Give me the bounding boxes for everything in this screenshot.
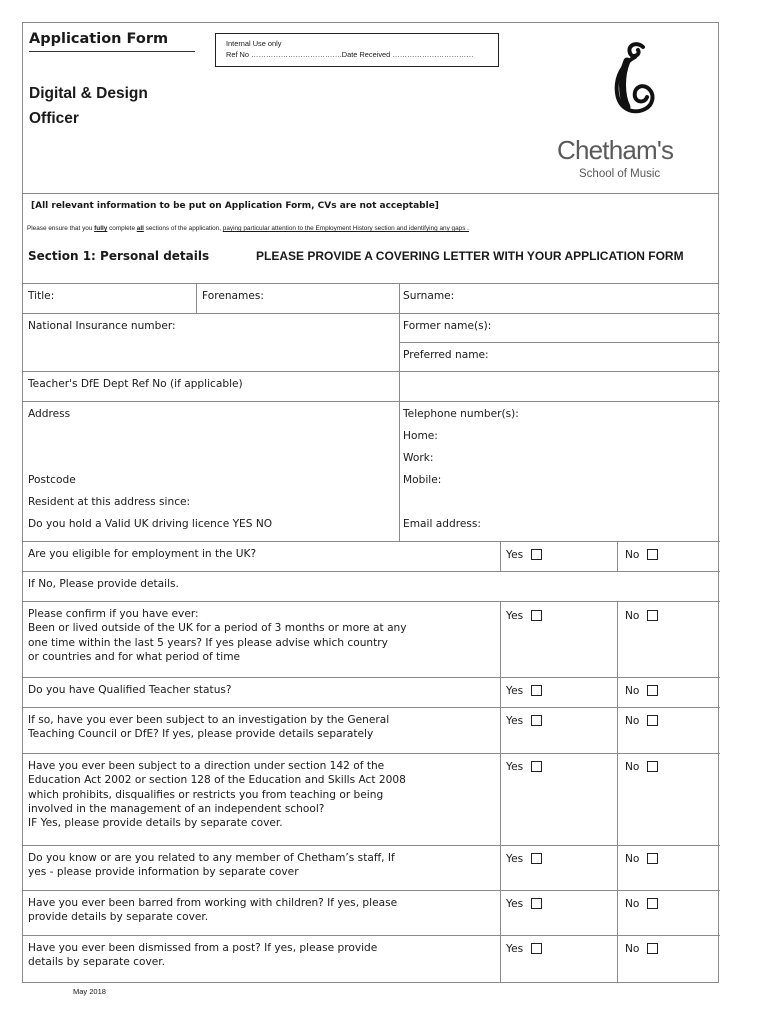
preferred-name-label: Preferred name:: [403, 349, 489, 361]
form-header: [23, 23, 718, 194]
chethams-logo: [557, 41, 707, 180]
role-title-line2: Officer: [29, 110, 79, 127]
instruction-cv-note: [All relevant information to be put on Application Form, CVs are not acceptable]: [31, 201, 439, 211]
question-line: Education Act 2002 or section 128 of the Education and Skills Act 2008: [28, 774, 406, 787]
surname-label: Surname:: [403, 290, 455, 302]
question-line: Do you know or are you related to any member of Chetham’s staff, If: [28, 852, 395, 864]
q3-yes-option[interactable]: [506, 685, 542, 697]
q3-yes-checkbox[interactable]: [531, 685, 542, 696]
driving-licence-label: Do you hold a Valid UK driving licence YES NO: [28, 518, 273, 530]
q6-yes-checkbox[interactable]: [531, 853, 542, 864]
section1-title: Section 1: Personal details: [28, 249, 210, 263]
q8-yes-option[interactable]: [506, 943, 542, 955]
no-label: No: [625, 943, 640, 955]
q6-yes-option[interactable]: [506, 853, 542, 865]
q8-yes-checkbox[interactable]: [531, 943, 542, 954]
question-line: yes - please provide information by separate cover: [28, 866, 299, 879]
question-line: Have you ever been barred from working with children? If yes, please: [28, 897, 398, 909]
ni-number-label: National Insurance number:: [28, 320, 176, 332]
title-label: Title:: [28, 290, 55, 302]
q-lived-outside-uk: [23, 601, 412, 664]
email-label: Email address:: [403, 518, 481, 530]
yes-label: Yes: [506, 685, 524, 697]
question-line: IF Yes, please provide details by separate cover.: [28, 817, 283, 830]
question-line: Have you ever been subject to a direction under section 142 of the: [28, 760, 385, 772]
yes-label: Yes: [506, 853, 524, 865]
address-block: [23, 401, 277, 535]
question-line: one time within the last 5 years? If yes please advise which country: [28, 636, 388, 649]
application-form-page: [22, 22, 719, 983]
no-label: No: [625, 898, 640, 910]
col-divider: [617, 541, 618, 571]
contact-block: [398, 401, 524, 535]
q4-no-checkbox[interactable]: [647, 715, 658, 726]
question-line: Please confirm if you have ever:: [28, 608, 199, 620]
question-line: Teaching Council or DfE? If yes, please provide details separately: [28, 728, 374, 741]
q-section142-direction: [23, 753, 411, 830]
q5-no-option[interactable]: [625, 761, 658, 773]
dfe-ref-label: Teacher's DfE Dept Ref No (if applicable): [28, 378, 243, 390]
no-label: No: [625, 715, 640, 727]
instruction-underlined: paying particular attention to the Employment History section and identifying any gaps .: [222, 225, 469, 232]
yes-label: Yes: [506, 898, 524, 910]
col-divider: [500, 601, 501, 983]
q5-no-checkbox[interactable]: [647, 761, 658, 772]
q-related-to-staff: [23, 845, 400, 880]
logo-subtitle: School of Music: [579, 168, 661, 180]
question-line: provide details by separate cover.: [28, 911, 209, 924]
q-gtc-investigation: [23, 707, 394, 742]
q2-yes-option[interactable]: [506, 610, 542, 622]
question-line: involved in the management of an independent school?: [28, 802, 325, 815]
q-dismissed-from-post: [23, 935, 382, 970]
q1-no-checkbox[interactable]: [647, 549, 658, 560]
home-phone-label: Home:: [403, 430, 438, 442]
q1-no-option[interactable]: [625, 549, 658, 561]
yes-label: Yes: [506, 610, 524, 622]
col-divider: [617, 601, 618, 983]
form-title: Application Form: [29, 31, 195, 52]
logo-name: Chetham's: [557, 135, 674, 165]
q6-no-checkbox[interactable]: [647, 853, 658, 864]
internal-use-title: Internal Use only: [226, 39, 282, 48]
question-line: details by separate cover.: [28, 956, 166, 969]
q-qualified-teacher: Do you have Qualified Teacher status?: [28, 684, 232, 696]
address-label: Address: [28, 408, 71, 420]
question-line: Been or lived outside of the UK for a period of 3 months or more at any: [28, 622, 407, 635]
question-line: or countries and for what period of time: [28, 650, 241, 663]
question-line: Have you ever been dismissed from a post? If yes, please provide: [28, 942, 378, 954]
q2-yes-checkbox[interactable]: [531, 610, 542, 621]
q-barred-from-children: [23, 890, 402, 925]
instruction-complete-note: [27, 225, 469, 232]
internal-use-box: [215, 33, 499, 67]
q7-no-checkbox[interactable]: [647, 898, 658, 909]
no-label: No: [625, 549, 640, 561]
q8-no-checkbox[interactable]: [647, 943, 658, 954]
section1-header: [23, 239, 718, 284]
q5-yes-checkbox[interactable]: [531, 761, 542, 772]
former-name-label: Former name(s):: [403, 320, 492, 332]
yes-label: Yes: [506, 943, 524, 955]
q7-yes-option[interactable]: [506, 898, 542, 910]
q5-yes-option[interactable]: [506, 761, 542, 773]
footer-date: May 2018: [73, 987, 106, 996]
question-line: If so, have you ever been subject to an investigation by the General: [28, 714, 390, 726]
q7-yes-checkbox[interactable]: [531, 898, 542, 909]
instruction-fully: fully: [94, 225, 108, 232]
covering-letter-note: PLEASE PROVIDE A COVERING LETTER WITH YOUR APPLICATION FORM: [256, 249, 684, 263]
yes-label: Yes: [506, 549, 524, 561]
q4-yes-checkbox[interactable]: [531, 715, 542, 726]
no-label: No: [625, 761, 640, 773]
telephone-label: Telephone number(s):: [403, 408, 519, 420]
q3-no-option[interactable]: [625, 685, 658, 697]
yes-label: Yes: [506, 761, 524, 773]
no-label: No: [625, 853, 640, 865]
instruction-all: all: [136, 225, 144, 232]
q2-no-option[interactable]: [625, 610, 658, 622]
q8-no-option[interactable]: [625, 943, 658, 955]
postcode-label: Postcode: [28, 474, 76, 486]
q1-yes-checkbox[interactable]: [531, 549, 542, 560]
no-label: No: [625, 685, 640, 697]
role-title: [29, 81, 229, 131]
q4-no-option[interactable]: [625, 715, 658, 727]
work-phone-label: Work:: [403, 452, 434, 464]
yes-label: Yes: [506, 715, 524, 727]
instruction-text: Please ensure that you: [27, 225, 95, 232]
q2-no-checkbox[interactable]: [647, 610, 658, 621]
q7-no-option[interactable]: [625, 898, 658, 910]
q3-no-checkbox[interactable]: [647, 685, 658, 696]
q6-no-option[interactable]: [625, 853, 658, 865]
col-divider: [500, 541, 501, 571]
treble-clef-icon: [597, 41, 663, 131]
instruction-text: sections of the application,: [143, 225, 223, 232]
forenames-label: Forenames:: [202, 290, 264, 302]
resident-since-label: Resident at this address since:: [28, 496, 191, 508]
internal-use-fields: Ref No ……………………………….Date Received ……………………………: [226, 50, 474, 59]
q4-yes-option[interactable]: [506, 715, 542, 727]
mobile-phone-label: Mobile:: [403, 474, 442, 486]
instruction-text: complete: [107, 225, 137, 232]
q1-yes-option[interactable]: [506, 549, 542, 561]
no-label: No: [625, 610, 640, 622]
q-eligible-uk: Are you eligible for employment in the UK?: [28, 548, 257, 560]
question-line: which prohibits, disqualifies or restricts you from teaching or being: [28, 788, 384, 801]
q-eligible-details: If No, Please provide details.: [28, 578, 179, 590]
role-title-line1: Digital & Design: [29, 85, 148, 102]
